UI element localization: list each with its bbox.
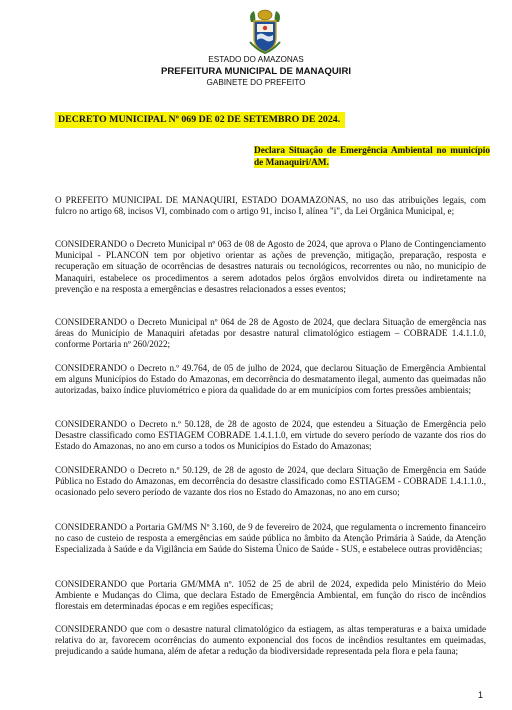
preamble-paragraph: O PREFEITO MUNICIPAL DE MANAQUIRI, ESTADO DOAMAZONAS, no uso das atribuições legais, com fulcro no artigo 68, incisos VI, combinado com o artigo 91, inciso I, alínea "i", da Lei Orgânica Municipal, e; [55, 195, 486, 217]
decree-summary: Declara Situação de Emergência Ambiental no município de Manaquiri/AM. [254, 146, 490, 169]
page-number: 1 [478, 690, 484, 700]
considering-paragraph: CONSIDERANDO a Portaria GM/MS Nº 3.160, de 9 de fevereiro de 2024, que regulamenta o incremento financeiro no caso de custeio de resposta a emergências em saúde pública no âmbito da Atenção Primária à Saúde, da Atenção Especializada à Saúde e da Vigilância em Saúde do Sistema Único de Saúde - SUS, e estabelece outras providências; [55, 522, 486, 555]
prefecture-name: PREFEITURA MUNICIPAL DE MANAQUIRI [160, 66, 352, 77]
considering-paragraph: CONSIDERANDO o Decreto Municipal nº 063 de 08 de Agosto de 2024, que aprova o Plano de Contingenciamento Municipal - PLANCON tem por objetivo orientar as ações de prevenção, mitigação, preparação, resposta e recuperação em situação de ocorrências de desastres naturais ou tecnológicos, recorrentes ou não, no município de Manaquiri, estabelece os procedimentos a serem adotados pelos órgãos envolvidos direta ou indiretamente na prevenção e na resposta a emergências e desastres relacionados a esses eventos; [55, 239, 486, 294]
considering-paragraph: CONSIDERANDO o Decreto n.º 49.764, de 05 de julho de 2024, que declarou Situação de Emergência Ambiental em alguns Municípios do Estado do Amazonas, em decorrência do desmatamento ilegal, aumento das queimadas não autorizadas, baixo índice pluviométrico e piora da qualidade do ar em municípios com fortes pressões ambientais; [55, 363, 486, 396]
state-name: ESTADO DO AMAZONAS [208, 55, 304, 64]
considering-paragraph: CONSIDERANDO que Portaria GM/MMA nº. 1052 de 25 de abril de 2024, expedida pelo Ministério do Meio Ambiente e Mudanças do Clima, que declara Estado de Emergência Ambiental, em função do risco de incêndios florestais em determinadas épocas e em regiões específicas; [55, 579, 486, 612]
considering-paragraph: CONSIDERANDO o Decreto n.º 50.129, de 28 de agosto de 2024, que declara Situação de Emergência em Saúde Pública no Estado do Amazonas, em decorrência do desastre classificado como ESTIAGEM - COBRADE 1.4.1.1.0., ocasionado pelo severo período de vazante dos rios no Estado do Amazonas, no ano em curso; [55, 465, 486, 498]
decree-title: DECRETO MUNICIPAL Nº 069 DE 02 DE SETEMBRO DE 2024. [55, 112, 345, 128]
coat-of-arms-emblem [247, 8, 283, 54]
office-name: GABINETE DO PREFEITO [206, 78, 306, 87]
considering-paragraph: CONSIDERANDO o Decreto Municipal nº 064 de 28 de Agosto de 2024, que declara Situação de emergência nas áreas do Município de Manaquiri afetadas por desastre natural climatológico estiagem – COBRADE 1.4.1.1.0, conforme Portaria nº 260/2022; [55, 317, 486, 350]
considering-paragraph: CONSIDERANDO o Decreto n.º 50.128, de 28 de agosto de 2024, que estendeu a Situação de Emergência pelo Desastre classificado como ESTIAGEM COBRADE 1.4.1.1.0, em virtude do severo período de vazante dos rios do Estado do Amazonas, no ano em curso a todos os Municípios do Estado do Amazonas; [55, 419, 486, 452]
considering-paragraph: CONSIDERANDO que com o desastre natural climatológico da estiagem, as altas temperaturas e a baixa umidade relativa do ar, favorecem ocorrências do aumento exponencial dos focos de incêndios resultantes em queimadas, prejudicando a saúde humana, além de afetar a redução da biodiversidade representada pela flora e pela fauna; [55, 624, 486, 657]
